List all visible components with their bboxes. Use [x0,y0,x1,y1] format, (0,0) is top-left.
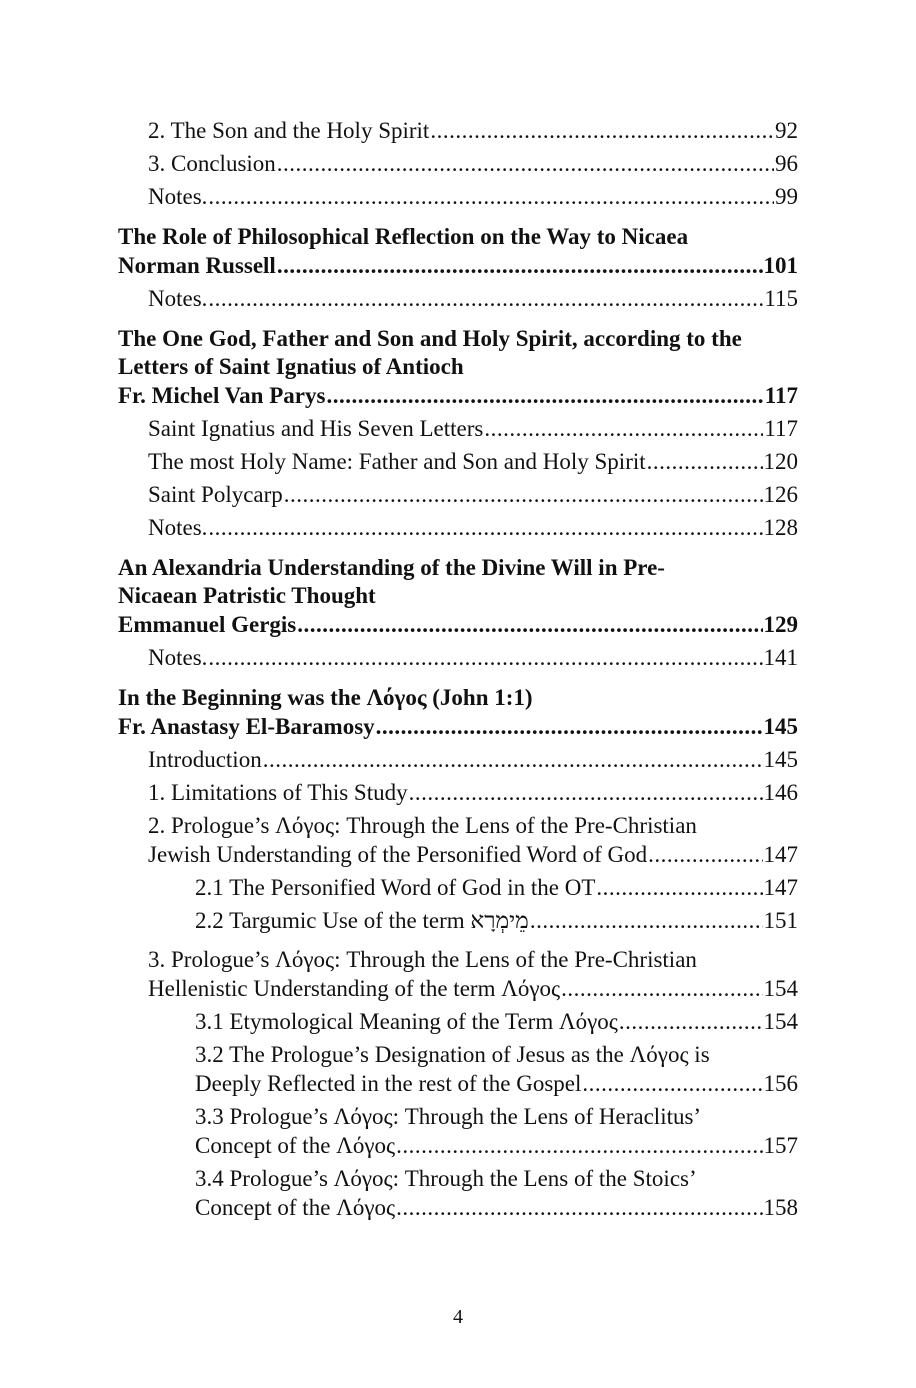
dot-leader [208,284,763,313]
toc-entry-title: 2.1 The Personified Word of God in the OT [195,875,596,900]
dot-leader [326,381,763,410]
toc-entry-title-line: 3.2 The Prologue’s Designation of Jesus as the Λόγος is [195,1042,710,1067]
chapter-author-row [118,712,798,741]
toc-entry-page: 99 [775,184,798,209]
toc-subentry-multiline [118,1040,798,1098]
toc-entry-page: 128 [763,515,798,540]
toc-entry-title-line: Concept of the Λόγος [195,1133,396,1158]
chapter-author-row [118,610,798,639]
toc-entry [118,745,798,774]
chapter-title: The Role of Philosophical Reflection on the Way to Nicaea [118,224,689,249]
toc-entry-title-line: Jewish Understanding of the Personified Word of God [148,842,648,867]
toc-entry [118,149,798,178]
toc-entry-page: 147 [763,875,798,900]
toc-entry-title: Saint Polycarp [148,482,283,507]
dot-leader [647,447,763,476]
dot-leader [277,251,763,280]
toc-entry-page: 154 [763,976,798,1001]
toc-entry-page: 96 [775,151,798,176]
toc-entry-title: Notes. [148,286,208,311]
chapter-gergis [118,554,798,672]
toc-entry-page: 145 [763,747,798,772]
dot-leader [396,1131,762,1160]
toc-entry-page: 141 [763,645,798,670]
toc-entry-title: 2.2 Targumic Use of the term מֵימְרָא [195,908,529,933]
dot-leader [648,840,762,869]
toc-entry [118,414,798,443]
toc-entry-page: 147 [763,842,798,867]
dot-leader [396,1193,762,1222]
toc-entry-title: 2. The Son and the Holy Spirit [148,118,430,143]
toc-entry-page: 154 [763,1009,798,1034]
chapter-author: Norman Russell [118,253,276,278]
toc-entry [118,182,798,211]
chapter-russell [118,223,798,313]
chapter-author: Fr. Michel Van Parys [118,383,326,408]
dot-leader [208,643,762,672]
toc-entry-last-line [195,1193,798,1222]
toc-entry [118,778,798,807]
toc-entry-multiline [118,945,798,1003]
chapter-title: In the Beginning was the Λόγος (John 1:1) [118,685,533,710]
chapter-title-line: Nicaean Patristic Thought [118,583,376,608]
page-number: 4 [453,1306,463,1328]
toc-entry [118,284,798,313]
chapter-page: 129 [763,612,798,637]
dot-leader [284,480,763,509]
chapter-author-row [118,381,798,410]
table-of-contents [118,116,798,1222]
chapter-el-baramosy [118,684,798,1222]
toc-subentry-multiline [118,1102,798,1160]
toc-entry [118,116,798,145]
dot-leader [409,778,763,807]
toc-entry-page: 117 [764,416,798,441]
toc-entry-title-line: Deeply Reflected in the rest of the Gospel [195,1071,582,1096]
dot-leader [596,873,762,902]
toc-entry-title: Introduction [148,747,262,772]
chapter-author-row [118,251,798,280]
dot-leader [619,1007,763,1036]
dot-leader [297,610,762,639]
toc-entry-last-line [195,1069,798,1098]
toc-entry [118,480,798,509]
chapter-title-line: Letters of Saint Ignatius of Antioch [118,354,464,379]
toc-entry-last-line [148,840,798,869]
chapter-page: 117 [764,383,798,408]
toc-entry-title: Notes. [148,645,208,670]
toc-entry-page: 115 [764,286,798,311]
toc-entry-page: 146 [763,780,798,805]
toc-entry-title-line: 2. Prologue’s Λόγος: Through the Lens of the Pre-Christian [148,813,697,838]
chapter-page: 145 [763,714,798,739]
toc-entry [118,513,798,542]
toc-subentry [118,873,798,902]
toc-entry-multiline [118,811,798,869]
toc-entry-title-line: 3. Prologue’s Λόγος: Through the Lens of the Pre-Christian [148,947,697,972]
toc-entry-page: 158 [763,1195,798,1220]
toc-entry [118,447,798,476]
dot-leader [263,745,763,774]
toc-entry-title: 1. Limitations of This Study [148,780,408,805]
toc-entry-last-line [148,974,798,1003]
toc-entry-title: 3.1 Etymological Meaning of the Term Λόγος [195,1009,618,1034]
toc-entry-title: 3. Conclusion [148,151,276,176]
toc-subentry [118,906,798,935]
toc-entry-page: 126 [763,482,798,507]
toc-subentry [118,1007,798,1036]
toc-entry-title-line: 3.4 Prologue’s Λόγος: Through the Lens of the Stoics’ [195,1166,697,1191]
chapter-title-line: An Alexandria Understanding of the Divine Will in Pre- [118,555,665,580]
chapter-title-line: The One God, Father and Son and Holy Spirit, according to the [118,326,742,351]
toc-entry-title: Notes. [148,515,208,540]
dot-leader [208,513,762,542]
dot-leader [376,712,763,741]
toc-entry-title: Notes. [148,184,208,209]
chapter-page: 101 [763,253,798,278]
toc-entry-title: Saint Ignatius and His Seven Letters [148,416,484,441]
toc-entry [118,643,798,672]
dot-leader [277,149,774,178]
toc-entry-page: 151 [763,908,798,933]
toc-entry-page: 92 [775,118,798,143]
dot-leader [582,1069,762,1098]
dot-leader [430,116,774,145]
dot-leader [530,906,763,935]
toc-entry-page: 157 [763,1133,798,1158]
toc-entry-title-line: Hellenistic Understanding of the term Λόγος [148,976,561,1001]
toc-entry-title-line: 3.3 Prologue’s Λόγος: Through the Lens of Heraclitus’ [195,1104,702,1129]
dot-leader [561,974,762,1003]
dot-leader [208,182,774,211]
chapter-author: Fr. Anastasy El-Baramosy [118,714,375,739]
toc-subentry-multiline [118,1164,798,1222]
toc-entry-page: 156 [763,1071,798,1096]
dot-leader [484,414,763,443]
toc-entry-page: 120 [763,449,798,474]
toc-entry-title-line: Concept of the Λόγος [195,1195,396,1220]
toc-entry-title: The most Holy Name: Father and Son and Holy Spirit [148,449,646,474]
toc-entry-last-line [195,1131,798,1160]
chapter-author: Emmanuel Gergis [118,612,297,637]
chapter-van-parys [118,325,798,542]
